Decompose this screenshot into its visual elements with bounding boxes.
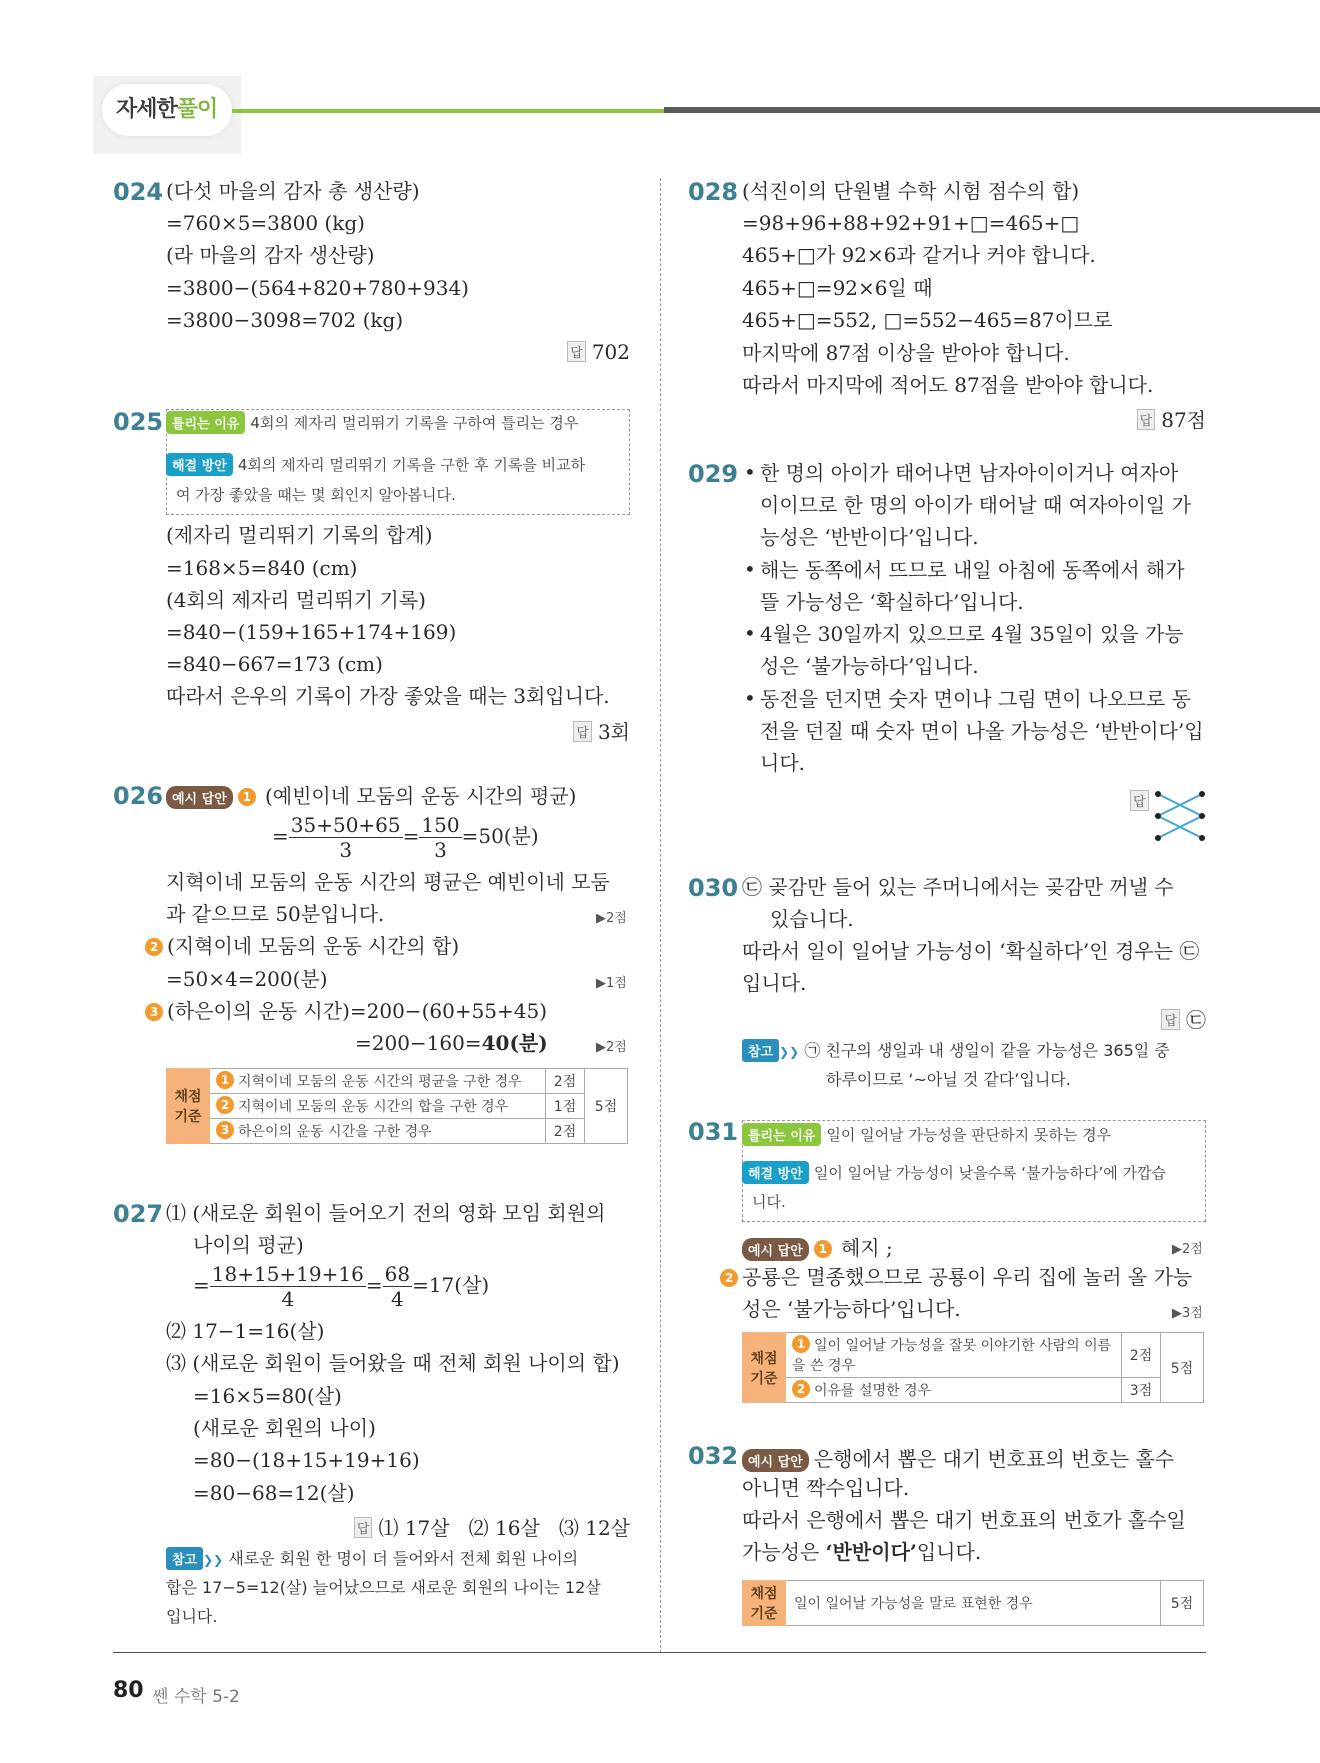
match-dot	[1155, 835, 1161, 841]
problem-number: 028	[688, 178, 739, 206]
line: ⑶ (새로운 회원이 들어왔을 때 전체 회원 나이의 합)	[166, 1351, 620, 1375]
problem-number: 030	[688, 874, 739, 902]
answer: 답 87점	[1137, 404, 1206, 433]
step-2: 2 (지혁이네 모둠의 운동 시간의 합)	[145, 933, 459, 959]
line: 가능성은 ‘반반이다’입니다.	[742, 1540, 982, 1564]
line: (4회의 제자리 멀리뛰기 기록)	[166, 588, 426, 612]
match-dot	[1155, 791, 1161, 797]
answer: 답 ㉢	[1161, 1004, 1206, 1033]
bullet-icon: •	[744, 686, 756, 710]
line: =16×5=80(살)	[193, 1384, 342, 1408]
line: 해는 동쪽에서 뜨므로 내일 아침에 동쪽에서 해가	[760, 558, 1185, 582]
line: (새로운 회원의 나이)	[193, 1416, 376, 1440]
scoring-row: 1 지혁이네 모둠의 운동 시간의 평균을 구한 경우	[210, 1069, 546, 1094]
line: =80−(18+15+19+16)	[193, 1448, 420, 1472]
scoring-head: 채점 기준	[743, 1333, 786, 1403]
scoring-row: 일이 일어날 가능성을 말로 표현한 경우	[786, 1581, 1161, 1626]
line: =50×4=200(분)	[166, 967, 328, 991]
problem-number: 032	[688, 1442, 739, 1470]
line: (라 마을의 감자 생산량)	[166, 243, 375, 267]
line: ㉢ 곶감만 들어 있는 주머니에서는 곶감만 꺼낼 수	[742, 875, 1174, 899]
answer: 답 ⑴ 17살 ⑵ 16살 ⑶ 12살	[354, 1512, 630, 1541]
line: ⑵ 17−1=16(살)	[166, 1319, 325, 1343]
column-divider	[660, 178, 661, 1653]
line: =98+96+88+92+91+□=465+□	[742, 211, 1080, 235]
line: =80−68=12(살)	[193, 1481, 355, 1505]
scoring-table	[742, 1580, 1204, 1626]
points: ▶2점	[596, 911, 627, 926]
bullet-icon: •	[744, 621, 756, 645]
solution-tip: 해결 방안 일이 일어날 가능성이 낮을수록 ‘불가능하다’에 가깝습	[742, 1161, 1166, 1184]
line: (제자리 멀리뛰기 기록의 합계)	[166, 523, 433, 547]
fraction-equation: = $\frac{18+15+19+16}{4}$ = $\frac{68}{4}$ =17(살)	[193, 1262, 490, 1311]
line: =760×5=3800 (kg)	[166, 211, 365, 235]
line: 따라서 은우의 기록이 가장 좋았을 때는 3회입니다.	[166, 684, 610, 708]
line: 성은 ‘불가능하다’입니다.	[760, 654, 979, 678]
line: 465+□가 92×6과 같거나 커야 합니다.	[742, 243, 1096, 267]
points: ▶3점	[1172, 1306, 1203, 1321]
line: 있습니다.	[770, 907, 854, 931]
step-2: 2 공룡은 멸종했으므로 공룡이 우리 집에 놀러 올 가능	[720, 1264, 1192, 1290]
match-dot	[1199, 791, 1205, 797]
matching-diagram	[1150, 786, 1210, 846]
line: 이이므로 한 명의 아이가 태어날 때 여자아이일 가	[760, 493, 1191, 517]
line: 나이의 평균)	[193, 1233, 304, 1257]
line: =840−667=173 (cm)	[166, 652, 383, 676]
bullet-icon: •	[744, 460, 756, 484]
book-title: 쎈 수학 5-2	[152, 1687, 240, 1707]
example-answer: 예시 답안 1 (예빈이네 모둠의 운동 시간의 평균)	[166, 783, 576, 809]
step-marker: 2	[720, 1269, 738, 1287]
problem-number: 027	[113, 1200, 164, 1228]
scoring-row: 2 지혁이네 모둠의 운동 시간의 합을 구한 경우	[210, 1094, 546, 1119]
points: ▶2점	[1172, 1242, 1203, 1257]
line: =3800−(564+820+780+934)	[166, 276, 469, 300]
line: 아니면 짝수입니다.	[742, 1476, 910, 1500]
line: 465+□=552, □=552−465=87이므로	[742, 308, 1113, 332]
scoring-total: 5점	[1161, 1581, 1204, 1626]
example-answer: 예시 답안 은행에서 뽑은 대기 번호표의 번호는 홀수	[742, 1443, 1174, 1472]
solution-tip: 해결 방안 4회의 제자리 멀리뛰기 기록을 구한 후 기록을 비교하	[166, 453, 585, 476]
problem-number: 024	[113, 178, 164, 206]
scoring-row: 3 하은이의 운동 시간을 구한 경우	[210, 1119, 546, 1144]
answer-label: 답	[1137, 409, 1156, 430]
header-rule-green	[232, 109, 664, 113]
reference-note: 참고 ❯❯ 새로운 회원 한 명이 더 들어와서 전체 회원 나이의	[166, 1546, 578, 1570]
answer-label: 답	[354, 1517, 373, 1538]
problem-number: 025	[113, 408, 164, 436]
scoring-total: 5점	[1161, 1333, 1204, 1403]
example-answer: 예시 답안 1 혜지 ;	[742, 1232, 893, 1261]
line: 4월은 30일까지 있으므로 4월 35일이 있을 가능	[760, 622, 1184, 646]
scoring-row: 2 이유를 설명한 경우	[786, 1378, 1122, 1403]
points: ▶1점	[596, 976, 627, 991]
answer-label: 답	[1161, 1009, 1180, 1030]
answer-label: 답	[567, 341, 586, 362]
scoring-total: 5점	[585, 1069, 628, 1144]
answer: 답 702	[567, 340, 630, 364]
reference-label: 참고	[166, 1547, 203, 1570]
scoring-row: 1 일이 일어날 가능성을 잘못 이야기한 사람의 이름을 쓴 경우	[786, 1333, 1122, 1378]
wrong-reason-label: 틀리는 이유	[742, 1123, 821, 1146]
wrong-reason: 틀리는 이유 4회의 제자리 멀리뛰기 기록을 구하여 틀리는 경우	[166, 411, 578, 434]
scoring-head: 채점 기준	[167, 1069, 210, 1144]
line: 능성은 ‘반반이다’입니다.	[760, 525, 979, 549]
line: 따라서 일이 일어날 가능성이 ‘확실하다’인 경우는 ㉢	[742, 939, 1200, 963]
step-marker: 2	[145, 938, 163, 956]
problem-number: 026	[113, 782, 164, 810]
line: =3800−3098=702 (kg)	[166, 308, 404, 332]
line: 따라서 마지막에 적어도 87점을 받아야 합니다.	[742, 373, 1154, 397]
line: 뜰 가능성은 ‘확실하다’입니다.	[760, 590, 1024, 614]
footer-rule	[113, 1652, 1206, 1653]
match-dot	[1199, 835, 1205, 841]
step-marker: 1	[238, 788, 256, 806]
scoring-head: 채점 기준	[743, 1581, 786, 1626]
answer-label: 답	[1130, 790, 1149, 811]
line: (석진이의 단원별 수학 시험 점수의 합)	[742, 179, 1080, 203]
problem-number: 029	[688, 460, 739, 488]
wrong-reason-label: 틀리는 이유	[166, 411, 245, 434]
page-number: 80	[113, 1678, 144, 1703]
line: 전을 던질 때 숫자 면이 나올 가능성은 ‘반반이다’입	[760, 719, 1204, 743]
bullet-icon: •	[744, 557, 756, 581]
line: =200−160=40(분)	[355, 1031, 548, 1055]
reference-label: 참고	[742, 1039, 779, 1062]
example-answer-label: 예시 답안	[742, 1238, 809, 1261]
line: 따라서 은행에서 뽑은 대기 번호표의 번호가 홀수일	[742, 1508, 1186, 1532]
scoring-table: 채점 기준 1 일이 일어날 가능성을 잘못 이야기한 사람의 이름을 쓴 경우 2점 5점 2 이유를 설명한 경우 3점	[742, 1332, 1204, 1403]
line: =840−(159+165+174+169)	[166, 620, 457, 644]
match-dot	[1199, 813, 1205, 819]
answer-label: 답	[573, 721, 592, 742]
section-title: 자세한풀이	[116, 97, 218, 122]
line: 과 같으므로 50분입니다.	[166, 902, 385, 926]
line: 입니다.	[742, 971, 807, 995]
fraction-equation: = $\frac{35+50+65}{3}$ = $\frac{150}{3}$ =50(분)	[272, 813, 539, 862]
line: 마지막에 87점 이상을 받아야 합니다.	[742, 341, 1070, 365]
line: 한 명의 아이가 태어나면 남자아이이거나 여자아	[760, 461, 1179, 485]
step-3: 3 (하은이의 운동 시간)=200−(60+55+45)	[145, 998, 547, 1024]
points: ▶2점	[596, 1040, 627, 1055]
step-marker: 1	[814, 1240, 832, 1258]
reference-note: 참고 ❯❯ ㉠ 친구의 생일과 내 생일이 같을 가능성은 365일 중	[742, 1038, 1170, 1062]
line: 니다.	[760, 751, 805, 775]
solution-label: 해결 방안	[166, 453, 233, 476]
header-rule-gray	[664, 107, 1320, 113]
line: ⑴ (새로운 회원이 들어오기 전의 영화 모임 회원의	[166, 1201, 606, 1225]
example-answer-label: 예시 답안	[742, 1449, 809, 1472]
match-dot	[1155, 813, 1161, 819]
line: (다섯 마을의 감자 총 생산량)	[166, 179, 420, 203]
wrong-reason: 틀리는 이유 일이 일어날 가능성을 판단하지 못하는 경우	[742, 1123, 1111, 1146]
line: 465+□=92×6일 때	[742, 276, 933, 300]
solution-label: 해결 방안	[742, 1161, 809, 1184]
problem-number: 031	[688, 1118, 739, 1146]
answer: 답 3회	[573, 716, 630, 745]
line: 지혁이네 모둠의 운동 시간의 평균은 예빈이네 모둠	[166, 870, 610, 894]
line: 성은 ‘불가능하다’입니다.	[742, 1297, 961, 1321]
line: =168×5=840 (cm)	[166, 556, 358, 580]
line: 동전을 던지면 숫자 면이나 그림 면이 나오므로 동	[760, 687, 1191, 711]
example-answer-label: 예시 답안	[166, 786, 233, 809]
scoring-table: 채점 기준 1 지혁이네 모둠의 운동 시간의 평균을 구한 경우 2점 5점 2 지혁이네 모둠의 운동 시간의 합을 구한 경우 1점 3 하은이의 운동 시간을 구한 경우 2점	[166, 1068, 628, 1144]
step-marker: 3	[145, 1003, 163, 1021]
